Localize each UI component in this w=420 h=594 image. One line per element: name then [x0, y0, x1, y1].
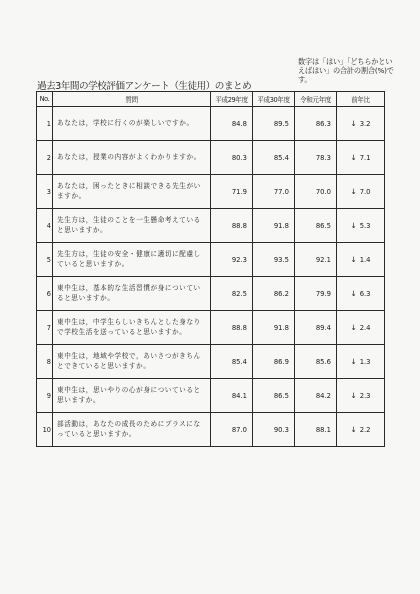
header-h30: 平成30年度 — [253, 92, 295, 107]
question-text: 先生方は，生徒のことを一生懸命考えていると思いますか。 — [53, 209, 211, 243]
header-h29: 平成29年度 — [211, 92, 253, 107]
table-row — [37, 277, 385, 311]
change-cell — [337, 345, 385, 379]
value-h30: 91.8 — [253, 209, 295, 243]
value-h29: 88.8 — [211, 209, 253, 243]
row-number: 5 — [37, 243, 53, 277]
table-row — [37, 379, 385, 413]
value-h29: 84.8 — [211, 107, 253, 141]
value-h29: 80.3 — [211, 141, 253, 175]
header-diff: 前年比 — [337, 92, 385, 107]
question-text: 東中生は，基本的な生活習慣が身についていると思いますか。 — [53, 277, 211, 311]
value-r1: 89.4 — [295, 311, 337, 345]
question-text: あなたは，困ったときに相談できる先生がいますか。 — [53, 175, 211, 209]
row-number: 10 — [37, 413, 53, 447]
down-arrow-icon: ↓ — [350, 425, 357, 434]
value-r1: 78.3 — [295, 141, 337, 175]
table-row — [37, 107, 385, 141]
value-h29: 84.1 — [211, 379, 253, 413]
down-arrow-icon: ↓ — [350, 357, 357, 366]
value-h29: 71.9 — [211, 175, 253, 209]
down-arrow-icon: ↓ — [350, 119, 357, 128]
value-r1: 85.6 — [295, 345, 337, 379]
value-h30: 93.5 — [253, 243, 295, 277]
value-h29: 87.0 — [211, 413, 253, 447]
value-h30: 86.5 — [253, 379, 295, 413]
value-r1: 88.1 — [295, 413, 337, 447]
question-text: 先生方は，生徒の安全・健康に適切に配慮していると思いますか。 — [53, 243, 211, 277]
change-cell — [337, 277, 385, 311]
question-text: 東中生は，地域や学校で，あいさつがきちんとできていると思いますか。 — [53, 345, 211, 379]
table-row — [37, 413, 385, 447]
down-arrow-icon: ↓ — [350, 221, 357, 230]
percentage-note: 数字は「はい」「どちらかといえばはい」の合計の割合(%)です。 — [298, 57, 394, 85]
value-h29: 92.3 — [211, 243, 253, 277]
header-r1: 令和元年度 — [295, 92, 337, 107]
row-number: 1 — [37, 107, 53, 141]
value-h29: 85.4 — [211, 345, 253, 379]
down-arrow-icon: ↓ — [350, 323, 357, 332]
row-number: 9 — [37, 379, 53, 413]
value-r1: 92.1 — [295, 243, 337, 277]
change-value: 2.2 — [359, 426, 371, 434]
row-number: 8 — [37, 345, 53, 379]
value-r1: 70.0 — [295, 175, 337, 209]
question-text: あなたは，授業の内容がよくわかりますか。 — [53, 141, 211, 175]
row-number: 3 — [37, 175, 53, 209]
table-row — [37, 243, 385, 277]
change-value: 3.2 — [359, 120, 371, 128]
change-value: 2.4 — [359, 324, 371, 332]
question-text: 部活動は，あなたの成長のためにプラスになっていると思いますか。 — [53, 413, 211, 447]
value-h30: 86.2 — [253, 277, 295, 311]
value-h30: 77.0 — [253, 175, 295, 209]
question-text: あなたは，学校に行くのが楽しいですか。 — [53, 107, 211, 141]
change-value: 5.3 — [359, 222, 371, 230]
table-row — [37, 209, 385, 243]
row-number: 6 — [37, 277, 53, 311]
down-arrow-icon: ↓ — [350, 391, 357, 400]
table-row — [37, 311, 385, 345]
change-value: 7.0 — [359, 188, 371, 196]
change-cell — [337, 107, 385, 141]
table-header-row — [37, 92, 385, 107]
value-h30: 85.4 — [253, 141, 295, 175]
down-arrow-icon: ↓ — [350, 153, 357, 162]
row-number: 7 — [37, 311, 53, 345]
change-value: 1.3 — [359, 358, 371, 366]
down-arrow-icon: ↓ — [350, 255, 357, 264]
page-title: 過去3年間の学校評価アンケート（生徒用）のまとめ — [37, 81, 252, 92]
row-number: 2 — [37, 141, 53, 175]
change-cell — [337, 311, 385, 345]
value-r1: 86.5 — [295, 209, 337, 243]
value-h29: 82.5 — [211, 277, 253, 311]
change-value: 6.3 — [359, 290, 371, 298]
change-value: 7.1 — [359, 154, 371, 162]
value-h30: 91.8 — [253, 311, 295, 345]
change-cell — [337, 243, 385, 277]
change-value: 2.3 — [359, 392, 371, 400]
change-cell — [337, 209, 385, 243]
header-question: 質問 — [53, 92, 211, 107]
change-cell — [337, 379, 385, 413]
change-cell — [337, 175, 385, 209]
table-row — [37, 345, 385, 379]
change-cell — [337, 413, 385, 447]
question-text: 東中生は，思いやりの心が身についていると思いますか。 — [53, 379, 211, 413]
table-row — [37, 141, 385, 175]
change-value: 1.4 — [359, 256, 371, 264]
table-row — [37, 175, 385, 209]
value-r1: 86.3 — [295, 107, 337, 141]
value-h29: 88.8 — [211, 311, 253, 345]
value-r1: 79.9 — [295, 277, 337, 311]
value-h30: 90.3 — [253, 413, 295, 447]
change-cell — [337, 141, 385, 175]
down-arrow-icon: ↓ — [350, 187, 357, 196]
header-no: No. — [37, 92, 53, 107]
value-h30: 86.9 — [253, 345, 295, 379]
table-body — [37, 107, 385, 447]
value-r1: 84.2 — [295, 379, 337, 413]
down-arrow-icon: ↓ — [350, 289, 357, 298]
survey-table — [36, 91, 385, 447]
value-h30: 89.5 — [253, 107, 295, 141]
row-number: 4 — [37, 209, 53, 243]
question-text: 東中生は，中学生らしいきちんとした身なりで学校生活を送っていると思いますか。 — [53, 311, 211, 345]
